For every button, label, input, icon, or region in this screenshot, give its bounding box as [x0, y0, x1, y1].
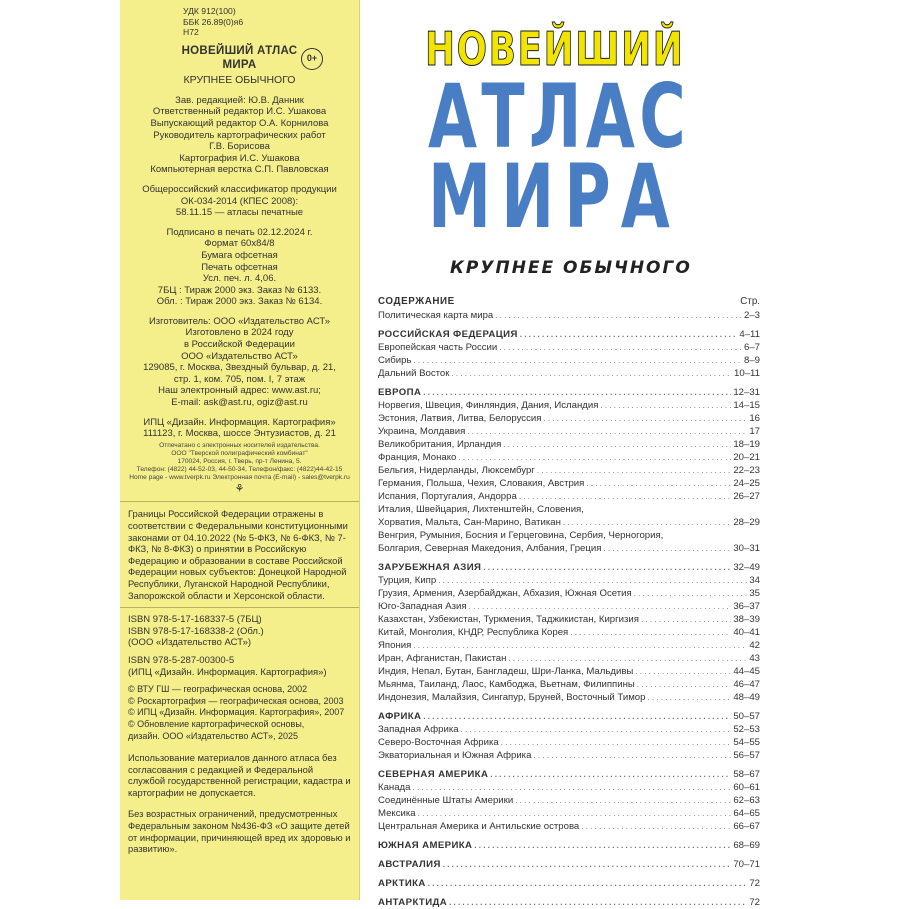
- toc-page-number: 44–45: [733, 666, 760, 677]
- toc-leader-dots: [483, 561, 731, 574]
- toc-entry-name: Франция, Монако: [378, 452, 457, 463]
- imprint-title-block: [128, 44, 351, 87]
- usage-notice: Использование материалов данного атласа без согласования с редакцией и Федеральной службой государственной регистрации, кадастра и картографии не допускается.: [128, 752, 351, 798]
- credit-line: Выпускающий редактор О.А. Корнилова: [150, 117, 329, 129]
- maker-line: стр. 1, ком. 705, пом. I, 7 этаж: [173, 373, 306, 385]
- toc-leader-dots: [443, 858, 732, 871]
- toc-entry-name: Индонезия, Малайзия, Сингапур, Бруней, Восточный Тимор: [378, 692, 646, 703]
- toc-page-number: 10–11: [734, 368, 760, 379]
- toc-page-number: 18–19: [733, 439, 760, 450]
- toc-leader-dots: [438, 574, 747, 587]
- print-line: Бумага офсетная: [201, 249, 278, 261]
- maker-line: E-mail: ask@ast.ru, ogiz@ast.ru: [171, 397, 308, 409]
- toc-page-number: 8–9: [743, 355, 760, 366]
- toc-entry-name: Соединённые Штаты Америки: [378, 795, 514, 806]
- toc-entry-name: Эстония, Латвия, Литва, Белоруссия: [378, 413, 542, 424]
- author-mark: Н72: [183, 27, 199, 38]
- toc-leader-dots: [520, 328, 738, 341]
- credit-line: Ответственный редактор И.С. Ушакова: [152, 106, 327, 118]
- printer-line: Отпечатано с электронных носителей издательства.: [159, 441, 320, 449]
- credit-line: Компьютерная верстка С.П. Павловская: [150, 164, 329, 176]
- toc-leader-dots: [586, 477, 731, 490]
- toc-row: [378, 794, 760, 807]
- toc-row: [378, 781, 760, 794]
- toc-section-row: [378, 896, 760, 909]
- toc-leader-dots: [413, 354, 742, 367]
- table-of-contents: [378, 296, 760, 909]
- toc-leader-dots: [581, 820, 731, 833]
- toc-page-number: 70–71: [733, 859, 760, 870]
- toc-entry-name: Юго-Западная Азия: [378, 601, 467, 612]
- maker-line: 129085, г. Москва, Звездный бульвар, д. 21,: [143, 362, 336, 374]
- classifier-line: Общероссийский классификатор продукции: [142, 183, 337, 195]
- toc-row: [378, 464, 760, 477]
- toc-leader-dots: [563, 516, 731, 529]
- toc-page-number: 68–69: [733, 840, 760, 851]
- toc-entry-name: Мексика: [378, 808, 416, 819]
- toc-entry-name: Мьянма, Таиланд, Лаос, Камбоджа, Вьетнам, Филиппины: [378, 679, 635, 690]
- credit-line: Г.В. Борисова: [209, 141, 270, 153]
- toc-section-row: [378, 858, 760, 871]
- toc-entry-name: Дальний Восток: [378, 368, 450, 379]
- toc-page-number: 58–67: [733, 769, 760, 780]
- toc-entries: [378, 309, 760, 909]
- toc-leader-dots: [600, 399, 731, 412]
- maker-line: Наш электронный адрес: www.ast.ru;: [158, 385, 321, 397]
- toc-entry-name: Политическая карта мира: [378, 310, 494, 321]
- toc-leader-dots: [428, 877, 748, 890]
- toc-page-number: 24–25: [733, 478, 760, 489]
- copyright-line: © Роскартография — географическая основа, 2003: [128, 695, 344, 706]
- toc-row: [378, 600, 760, 613]
- toc-leader-dots: [570, 626, 731, 639]
- toc-row: [378, 516, 760, 529]
- udc-code: УДК 912(100): [183, 6, 236, 16]
- toc-page-number: 32–49: [733, 562, 760, 573]
- toc-leader-dots: [533, 749, 731, 762]
- toc-page-number: 52–53: [733, 724, 760, 735]
- toc-section-row: [378, 710, 760, 723]
- toc-section-row: [378, 839, 760, 852]
- toc-row: [378, 613, 760, 626]
- copyright-line: © ВТУ ГШ — географическая основа, 2002: [128, 684, 308, 695]
- toc-entry-name: Северо-Восточная Африка: [378, 737, 499, 748]
- classifier-line: ОК-034-2014 (КПЕС 2008):: [180, 195, 299, 207]
- toc-row: [378, 477, 760, 490]
- toc-entry-name: Норвегия, Швеция, Финляндия, Дания, Исландия: [378, 400, 599, 411]
- toc-row: [378, 723, 760, 736]
- isbn-line: ISBN 978-5-17-168337-5 (7БЦ): [128, 614, 262, 626]
- toc-page-number: 36–37: [733, 601, 760, 612]
- toc-row: [378, 341, 760, 354]
- toc-section-row: [378, 768, 760, 781]
- toc-entry-name: Экваториальная и Южная Африка: [378, 750, 532, 761]
- isbn-block: [128, 614, 351, 649]
- toc-entry-name: Иран, Афганистан, Пакистан: [378, 653, 507, 664]
- toc-page-number: 54–55: [733, 737, 760, 748]
- isbn-line: (ООО «Издательство АСТ»): [128, 637, 252, 649]
- ipc-line: ИПЦ «Дизайн. Информация. Картография»: [143, 416, 336, 428]
- toc-entry-name: Центральная Америка и Антильские острова: [378, 821, 580, 832]
- toc-page-number: 72: [749, 878, 760, 889]
- toc-section-name: АВСТРАЛИЯ: [378, 859, 441, 870]
- toc-leader-dots: [634, 587, 748, 600]
- maker-line: Изготовлено в 2024 году: [185, 327, 294, 339]
- toc-leader-dots: [458, 451, 731, 464]
- toc-leader-dots: [467, 425, 747, 438]
- toc-section-name: СЕВЕРНАЯ АМЕРИКА: [378, 769, 489, 780]
- toc-entry-name: Испания, Португалия, Андорра: [378, 491, 517, 502]
- print-line: Обл. : Тираж 2000 экз. Заказ № 6134.: [156, 296, 323, 308]
- print-details: [128, 227, 351, 308]
- toc-page-number: 72: [749, 897, 760, 908]
- toc-leader-dots: [503, 438, 731, 451]
- printer-line: ООО "Тверской полиграфический комбинат": [171, 449, 308, 457]
- toc-leader-dots: [519, 490, 732, 503]
- toc-page-number: 4–11: [739, 329, 760, 340]
- toc-page-number: 48–49: [733, 692, 760, 703]
- title-and-contents: [370, 0, 770, 908]
- toc-page-number: 28–29: [733, 517, 760, 528]
- toc-entry-name: Грузия, Армения, Азербайджан, Абхазия, Южная Осетия: [378, 588, 632, 599]
- toc-section-name: АФРИКА: [378, 711, 422, 722]
- toc-row: [378, 399, 760, 412]
- toc-row: [378, 807, 760, 820]
- toc-leader-dots: [508, 652, 747, 665]
- print-line: 7БЦ : Тираж 2000 экз. Заказ № 6133.: [157, 284, 322, 296]
- toc-entry-name: Китай, Монголия, КНДР, Республика Корея: [378, 627, 569, 638]
- toc-section-row: [378, 877, 760, 890]
- toc-row: [378, 309, 760, 322]
- toc-leader-dots: [501, 736, 732, 749]
- ipc-line: 111123, г. Москва, шоссе Энтузиастов, д. 21: [143, 428, 336, 440]
- toc-page-number: 46–47: [733, 679, 760, 690]
- toc-header: [378, 296, 760, 309]
- toc-section-name: ЮЖНАЯ АМЕРИКА: [378, 840, 473, 851]
- toc-entry-name: Бельгия, Нидерланды, Люксембург: [378, 465, 535, 476]
- toc-page-label: Стр.: [740, 296, 760, 307]
- toc-page-number: 6–7: [743, 342, 760, 353]
- printer-line: Телефон: (4822) 44-52-03, 44-50-34, Телефон/факс: (4822)44-42-15: [136, 465, 343, 473]
- isbn-line: ISBN 978-5-287-00300-5: [128, 654, 235, 666]
- toc-page-number: 60–61: [733, 782, 760, 793]
- toc-leader-dots: [543, 412, 747, 425]
- toc-page-number: 35: [749, 588, 760, 599]
- credits-list: [128, 95, 351, 176]
- divider: [120, 501, 359, 502]
- bbk-code: ББК 26.89(0)я6: [183, 16, 244, 27]
- imprint-subtitle: КРУПНЕЕ ОБЫЧНОГО: [183, 73, 296, 86]
- title-line-world: МИРА: [428, 145, 680, 248]
- toc-leader-dots: [537, 464, 732, 477]
- toc-leader-dots: [641, 613, 731, 626]
- toc-entry-name: Венгрия, Румыния, Босния и Герцеговина, Сербия, Черногория,: [378, 530, 664, 541]
- toc-row: [378, 354, 760, 367]
- toc-entry-name: Украина, Молдавия: [378, 426, 466, 437]
- credit-line: Руководитель картографических работ: [153, 129, 326, 141]
- toc-leader-dots: [413, 639, 747, 652]
- toc-page-number: 14–15: [733, 400, 760, 411]
- toc-entry-name: Западная Африка: [378, 724, 459, 735]
- toc-leader-dots: [495, 309, 742, 322]
- maker-line: Изготовитель: ООО «Издательство АСТ»: [148, 315, 331, 327]
- classifier-line: 58.11.15 — атласы печатные: [175, 207, 304, 219]
- print-line: Подписано в печать 02.12.2024 г.: [166, 226, 313, 238]
- toc-entry-name: Великобритания, Ирландия: [378, 439, 502, 450]
- toc-entry-name: Сибирь: [378, 355, 412, 366]
- copyright-block: [128, 684, 351, 742]
- toc-page-number: 42: [749, 640, 760, 651]
- maker-line: в Российской Федерации: [184, 339, 295, 351]
- toc-leader-dots: [635, 665, 731, 678]
- toc-leader-dots: [469, 600, 732, 613]
- title-line-newest: НОВЕЙШИЙ: [425, 22, 685, 76]
- toc-section-name: АНТАРКТИДА: [378, 897, 448, 908]
- toc-row: [378, 574, 760, 587]
- toc-leader-dots: [461, 723, 732, 736]
- toc-row: [378, 542, 760, 555]
- toc-page-number: 16: [749, 413, 760, 424]
- manufacturer-info: [128, 316, 351, 409]
- toc-page-number: 17: [749, 426, 760, 437]
- printer-logo-icon: ⚘: [234, 482, 245, 495]
- toc-row: [378, 529, 760, 542]
- toc-entry-name: Европейская часть России: [378, 342, 498, 353]
- print-line: Формат 60х84/8: [204, 238, 275, 250]
- toc-leader-dots: [499, 341, 742, 354]
- toc-entry-name: Индия, Непал, Бутан, Бангладеш, Шри-Ланка, Мальдивы: [378, 666, 634, 677]
- toc-entry-name: Турция, Кипр: [378, 575, 437, 586]
- toc-entry-name: Канада: [378, 782, 411, 793]
- isbn-line: (ИПЦ «Дизайн. Информация. Картография»): [128, 666, 327, 678]
- toc-leader-dots: [647, 691, 731, 704]
- toc-leader-dots: [423, 710, 731, 723]
- toc-section-name: АРКТИКА: [378, 878, 426, 889]
- toc-page-number: 34: [749, 575, 760, 586]
- toc-section-row: [378, 386, 760, 399]
- imprint-column: [120, 0, 360, 900]
- toc-page-number: 2–3: [743, 310, 760, 321]
- toc-row: [378, 503, 760, 516]
- toc-section-name: РОССИЙСКАЯ ФЕДЕРАЦИЯ: [378, 329, 518, 340]
- toc-row: [378, 367, 760, 380]
- toc-leader-dots: [418, 807, 732, 820]
- toc-page-number: 38–39: [733, 614, 760, 625]
- toc-section-name: ЗАРУБЕЖНАЯ АЗИЯ: [378, 562, 482, 573]
- credit-line: Картография И.С. Ушакова: [179, 152, 300, 164]
- print-line: Печать офсетная: [201, 261, 278, 273]
- toc-leader-dots: [603, 542, 731, 555]
- toc-entry-name: Германия, Польша, Чехия, Словакия, Австрия: [378, 478, 585, 489]
- toc-row: [378, 736, 760, 749]
- toc-entry-name: Италия, Швейцария, Лихтенштейн, Словения,: [378, 504, 584, 515]
- toc-section-name: ЕВРОПА: [378, 387, 422, 398]
- copyright-line: дизайн. ООО «Издательство АСТ», 2025: [128, 730, 298, 741]
- toc-page-number: 12–31: [733, 387, 760, 398]
- toc-page-number: 22–23: [733, 465, 760, 476]
- product-classifier: [128, 184, 351, 219]
- toc-leader-dots: [637, 678, 732, 691]
- toc-page-number: 64–65: [733, 808, 760, 819]
- toc-section-row: [378, 328, 760, 341]
- toc-row: [378, 691, 760, 704]
- ipc-info: [128, 417, 351, 440]
- maker-line: ООО «Издательство АСТ»: [181, 350, 298, 362]
- toc-entry-name: Болгария, Северная Македония, Албания, Греция: [378, 543, 602, 554]
- toc-row: [378, 678, 760, 691]
- toc-page-number: 30–31: [733, 543, 760, 554]
- toc-row: [378, 665, 760, 678]
- printer-line: 170024, Россия, г. Тверь, пр-т Ленина, 5.: [177, 457, 302, 465]
- toc-row: [378, 412, 760, 425]
- toc-entry-name: Казахстан, Узбекистан, Туркмения, Таджикистан, Киргизия: [378, 614, 639, 625]
- title-subtitle: КРУПНЕЕ ОБЫЧНОГО: [450, 258, 692, 278]
- borders-notice: Границы Российской Федерации отражены в соответствии с Федеральными конституционными законами от 04.10.2022 (№ 5-ФКЗ, № 6-ФКЗ, № 7-ФКЗ, № 8-ФКЗ) о принятии в Российскую Федерацию и образовании в составе Российской Федерации новых субъектов: Донецкой Народной Республики, Луганской Народной Республики, Запорожской области и Херсонской области.: [128, 508, 348, 601]
- toc-leader-dots: [449, 896, 747, 909]
- toc-leader-dots: [413, 781, 732, 794]
- print-line: Усл. печ. л. 4,06.: [202, 273, 277, 285]
- toc-row: [378, 451, 760, 464]
- toc-row: [378, 490, 760, 503]
- classification-codes: [183, 6, 351, 38]
- toc-leader-dots: [423, 386, 731, 399]
- age-restriction-notice: Без возрастных ограничений, предусмотренных Федеральным законом №436-ФЗ «О защите детей от информации, причиняющей вред их здоровью и развитию».: [128, 808, 351, 855]
- toc-row: [378, 587, 760, 600]
- isbn-line: ISBN 978-5-17-168338-2 (Обл.): [128, 625, 264, 637]
- toc-page-number: 66–67: [733, 821, 760, 832]
- toc-row: [378, 749, 760, 762]
- printer-line: Home page - www.tverpk.ru Электронная почта (E-mail) - sales@tverpk.ru: [129, 473, 350, 481]
- toc-row: [378, 626, 760, 639]
- toc-leader-dots: [474, 839, 731, 852]
- toc-page-number: 26–27: [733, 491, 760, 502]
- toc-leader-dots: [451, 367, 732, 380]
- toc-section-row: [378, 561, 760, 574]
- age-rating-badge: 0+: [301, 48, 323, 70]
- toc-page-number: 56–57: [733, 750, 760, 761]
- imprint-title: НОВЕЙШИЙ АТЛАС МИРА: [181, 44, 298, 71]
- toc-row: [378, 652, 760, 665]
- toc-page-number: 20–21: [733, 452, 760, 463]
- toc-page-number: 43: [749, 653, 760, 664]
- copyright-line: © ИПЦ «Дизайн. Информация. Картография», 2007: [128, 707, 345, 718]
- toc-leader-dots: [490, 768, 731, 781]
- toc-entry-name: Япония: [378, 640, 412, 651]
- toc-row: [378, 438, 760, 451]
- printer-info: [128, 442, 351, 482]
- toc-entry-name: Хорватия, Мальта, Сан-Марино, Ватикан: [378, 517, 561, 528]
- toc-row: [378, 820, 760, 833]
- toc-row: [378, 639, 760, 652]
- copyright-line: © Обновление картографической основы,: [128, 718, 305, 729]
- title-line-atlas: АТЛАС: [428, 65, 691, 168]
- toc-row: [378, 425, 760, 438]
- isbn-block-2: [128, 655, 351, 678]
- toc-page-number: 62–63: [733, 795, 760, 806]
- toc-leader-dots: [515, 794, 731, 807]
- toc-page-number: 40–41: [733, 627, 760, 638]
- divider: [120, 607, 359, 608]
- toc-page-number: 50–57: [733, 711, 760, 722]
- credit-line: Зав. редакцией: Ю.В. Данник: [175, 94, 304, 106]
- toc-heading: СОДЕРЖАНИЕ: [378, 296, 455, 307]
